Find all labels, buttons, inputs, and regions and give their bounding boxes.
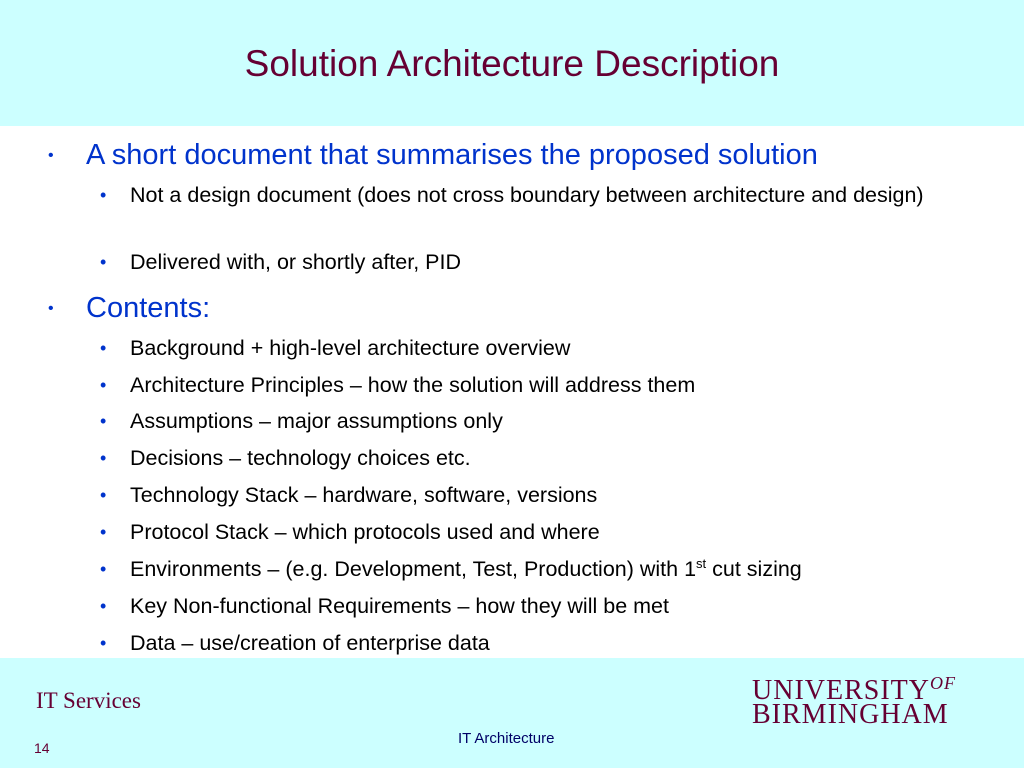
bullet-text: Data – use/creation of enterprise data bbox=[130, 631, 490, 655]
bullet-level1 bbox=[48, 138, 818, 172]
university-logo bbox=[752, 668, 992, 732]
bullet-text: Background + high-level architecture overview bbox=[130, 336, 571, 360]
bullet-text: Assumptions – major assumptions only bbox=[130, 409, 503, 433]
bullet-text: Not a design document (does not cross boundary between architecture and design) bbox=[130, 183, 924, 207]
bullet-icon: • bbox=[100, 448, 107, 468]
slide-footer bbox=[0, 658, 1024, 768]
bullet-level2 bbox=[100, 591, 960, 622]
bullet-icon: • bbox=[100, 411, 107, 431]
bullet-icon: • bbox=[100, 522, 107, 542]
slide-body bbox=[0, 126, 1024, 658]
bullet-text: Contents: bbox=[86, 292, 211, 324]
bullet-level2 bbox=[100, 370, 960, 401]
bullet-level2 bbox=[100, 247, 960, 278]
bullet-text: Key Non-functional Requirements – how they will be met bbox=[130, 594, 669, 618]
bullet-level2 bbox=[100, 517, 960, 548]
bullet-icon: • bbox=[100, 596, 107, 616]
bullet-level2 bbox=[100, 628, 960, 659]
bullet-text: Protocol Stack – which protocols used and where bbox=[130, 520, 600, 544]
logo-line-1: $UNIVERSITY^{OF}$ bbox=[752, 673, 956, 706]
footer-center-text: IT Architecture bbox=[458, 730, 555, 747]
bullet-level2 bbox=[100, 180, 960, 211]
bullet-text: Architecture Principles – how the solution will address them bbox=[130, 373, 696, 397]
slide-header bbox=[0, 0, 1024, 126]
bullet-level1 bbox=[48, 291, 211, 325]
bullet-icon: • bbox=[100, 338, 107, 358]
bullet-icon: • bbox=[100, 633, 107, 653]
bullet-icon: • bbox=[100, 485, 107, 505]
bullet-icon: • bbox=[100, 559, 107, 579]
bullet-level2 bbox=[100, 333, 960, 364]
page-number: 14 bbox=[34, 740, 50, 756]
bullet-level2 bbox=[100, 443, 960, 474]
bullet-icon: • bbox=[100, 375, 107, 395]
superscript: st bbox=[696, 556, 707, 571]
bullet-text: Decisions – technology choices etc. bbox=[130, 446, 471, 470]
bullet-text: Technology Stack – hardware, software, versions bbox=[130, 483, 598, 507]
logo-line-2: BIRMINGHAM bbox=[752, 699, 949, 730]
bullet-text: Delivered with, or shortly after, PID bbox=[130, 250, 461, 274]
slide-title: Solution Architecture Description bbox=[244, 43, 780, 84]
bullet-icon: • bbox=[100, 185, 107, 205]
bullet-level2 bbox=[100, 406, 960, 437]
department-label: IT Services bbox=[36, 688, 141, 713]
bullet-icon: • bbox=[100, 252, 107, 272]
bullet-icon: • bbox=[48, 300, 54, 317]
bullet-level2 bbox=[100, 480, 960, 511]
bullet-text: A short document that summarises the proposed solution bbox=[86, 139, 818, 171]
bullet-text: Environments – (e.g. Development, Test, Production) with 1st cut sizing bbox=[130, 556, 802, 581]
bullet-icon: • bbox=[48, 147, 54, 164]
bullet-level2 bbox=[100, 554, 960, 585]
